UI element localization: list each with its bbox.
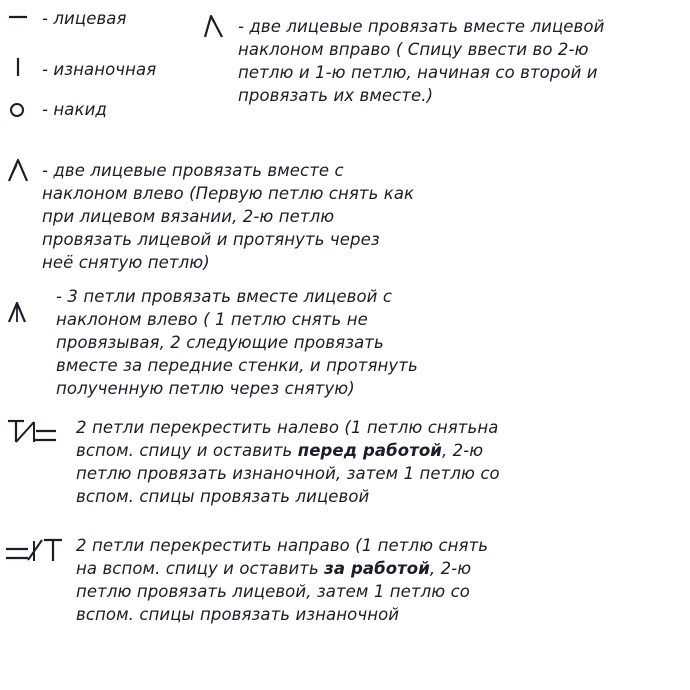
legend-cross-right-text: 2 петли перекрестить направо (1 петлю снять на вспом. спицу и оставить за работой, 2-ю петлю провязать лицевой, затем 1 петлю со вспом. спицы провязать изнаночной bbox=[76, 536, 489, 624]
cross-right-icon bbox=[4, 536, 64, 564]
legend-purl-text: - изнаночная bbox=[42, 60, 157, 79]
legend-knit-text: - лицевая bbox=[42, 9, 127, 28]
legend-k2tog-left-text: - две лицевые провязать вместе с наклоном влево (Первую петлю снять как при лицевом вязании, 2-ю петлю провязать лицевой и протянуть через неё снятую петлю) bbox=[42, 161, 415, 272]
purl-stitch-icon bbox=[15, 57, 21, 77]
legend-cross-left-text: 2 петли перекрестить налево (1 петлю снятьна вспом. спицу и оставить перед работой, 2-ю петлю провязать изнаночной, затем 1 петлю со вспом. спицы провязать лицевой bbox=[76, 418, 500, 506]
k3tog-left-icon bbox=[6, 300, 28, 324]
yarn-over-icon bbox=[8, 101, 26, 119]
k2tog-left-icon bbox=[6, 157, 30, 183]
emphasis-behind-work: за работой bbox=[324, 559, 430, 578]
k2tog-right-icon bbox=[200, 12, 226, 40]
legend-k2tog-right-text: - две лицевые провязать вместе лицевой наклоном вправо ( Спицу ввести во 2-ю петлю и 1-ю петлю, начиная со второй и провязать их вместе.) bbox=[238, 17, 605, 105]
cross-left-icon bbox=[6, 418, 58, 444]
legend-k3tog-left-text: - 3 петли провязать вместе лицевой с наклоном влево ( 1 петлю снять не провязывая, 2 следующие провязать вместе за передние стенки, и протянуть полученную петлю через снятую) bbox=[56, 287, 418, 398]
legend-yarn-over-text: - накид bbox=[42, 100, 107, 119]
knit-stitch-icon bbox=[8, 14, 28, 22]
emphasis-before-work: перед работой bbox=[297, 441, 442, 460]
